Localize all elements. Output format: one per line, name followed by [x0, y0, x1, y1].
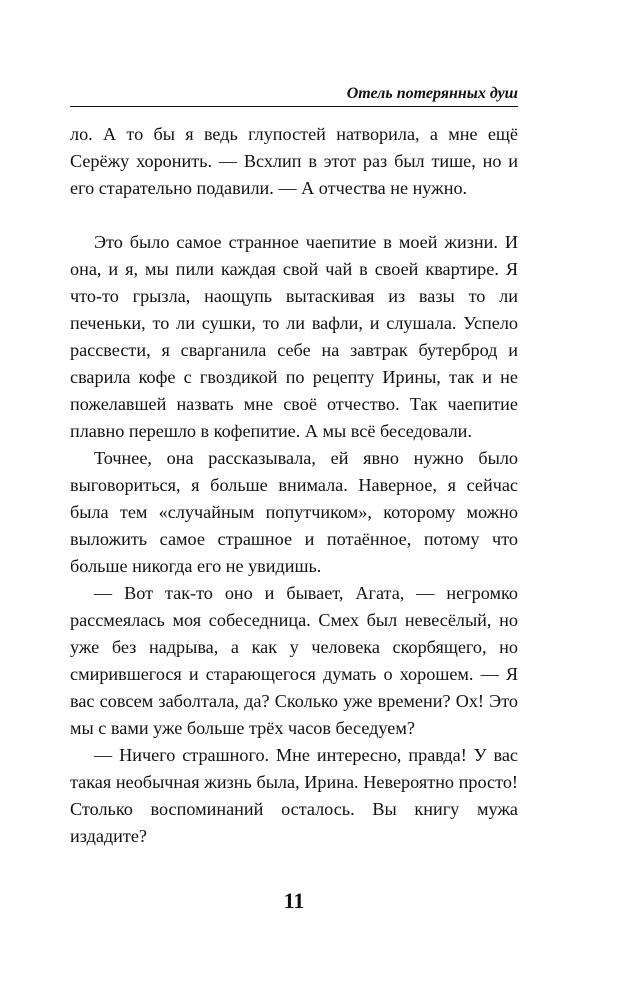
- header-rule: [70, 106, 518, 107]
- paragraph: — Ничего страшного. Мне интересно, правда! У вас такая необычная жизнь была, Ирина. Невероятно просто! Столько воспоминаний осталось. Вы книгу мужа издадите?: [70, 745, 518, 846]
- paragraph: Это было самое странное чаепитие в моей жизни. И она, и я, мы пили каждая свой чай в своей квартире. Я что-то грызла, наощупь вытаскивая из вазы то ли печеньки, то ли сушки, то ли вафли, и слушала. Успело рассвести, я сварганила себе на завтрак бутерброд и сварила кофе с гвоздикой по рецепту Ирины, так и не пожелавшей назвать мне своё отчество. Так чаепитие плавно перешло в кофепитие. А мы всё беседовали.: [70, 232, 518, 441]
- paragraph: ло. А то бы я ведь глупостей натворила, а мне ещё Серёжу хоронить. — Всхлип в этот раз был тише, но и его старательно подавили. — А отчества не нужно.: [70, 124, 518, 198]
- page-number: 11: [283, 888, 305, 913]
- paragraph: Точнее, она рассказывала, ей явно нужно было выговориться, я больше внимала. Наверное, я сейчас была тем «случайным попутчиком», которому можно выложить самое страшное и потаённое, потому что больше никогда его не увидишь.: [70, 448, 518, 576]
- paragraph: — Вот так-то оно и бывает, Агата, — негромко рассмеялась моя собеседница. Смех был невесёлый, но уже без надрыва, а как у человека скорбящего, но смирившегося и старающегося думать о хорошем. — Я вас совсем заболтала, да? Сколько уже времени? Ох! Это мы с вами уже больше трёх часов беседуем?: [70, 583, 518, 738]
- body-text: [70, 121, 518, 850]
- running-title: Отель потерянных душ: [346, 85, 518, 102]
